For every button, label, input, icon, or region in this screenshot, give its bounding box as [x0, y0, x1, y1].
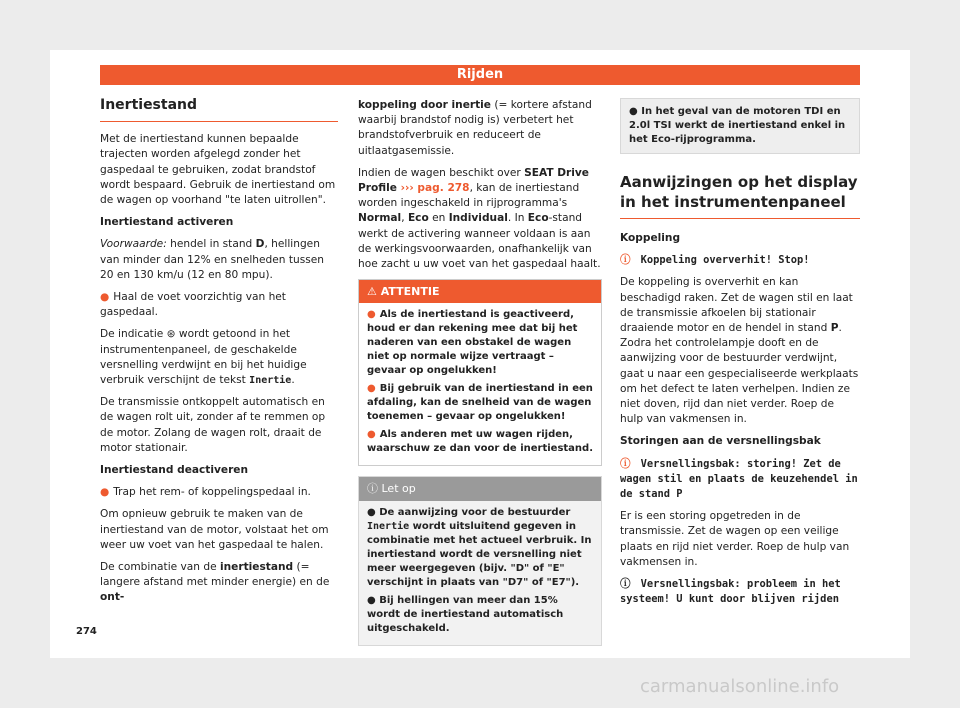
decoupling-paragraph: koppeling door inertie (= kortere afstand waarbij brandstof nodig is) verbetert het brandstofverbruik en reduceert de uitlaatgasemissie. — [358, 99, 592, 157]
bullet-icon: ● — [100, 486, 110, 499]
display-message: ⓘ Versnellingsbak: storing! Zet de wagen stil en plaats de keuzehendel in de stand P — [620, 457, 858, 501]
warning-triangle-icon: ⚠ — [367, 285, 377, 299]
note-header: ⓘ Let op — [359, 477, 601, 500]
alert-icon: ⓘ — [620, 254, 631, 267]
warning-item: ● Als anderen met uw wagen rijden, waarschuw ze dan voor de inertiestand. — [367, 429, 593, 455]
note-box — [358, 476, 602, 645]
watermark: carmanualsonline.info — [640, 676, 840, 697]
note-item: ● Bij hellingen van meer dan 15% wordt de inertiestand automatisch uitgeschakeld. — [367, 594, 564, 634]
transmission-paragraph: De transmissie ontkoppelt automatisch en de wagen rolt uit, zonder af te remmen op de motor. Zolang de wagen rolt, draait de motor stationair. — [100, 396, 326, 454]
subheading-gearbox: Storingen aan de versnellingsbak — [620, 435, 821, 448]
section-title: Inertiestand — [100, 98, 338, 122]
column-right — [620, 98, 860, 614]
intro-paragraph: Met de inertiestand kunnen bepaalde trajecten worden afgelegd zonder het gaspedaal te gebruiken, zodat brandstof wordt bespaard. Gebruik de inertiestand om de wagen op voorhand "te laten uitrollen". — [100, 133, 336, 207]
page-reference-link[interactable]: ››› pag. 278 — [396, 182, 470, 195]
clutch-paragraph: De koppeling is oververhit en kan beschadigd raken. Zet de wagen stil en laat de transmissie afkoelen bij stationair draaiende motor en de hendel in stand P. Zodra het controlelampje dooft en de aanwijzing voor de bestuurder verdwijnt, gaat u naar een gespecialiseerde werkplaats om het defect te laten verhelpen. Indien ze niet doven, rijd dan niet verder. Roep de hulp van vakmensen in. — [620, 276, 859, 426]
alert-icon: ⓘ — [620, 578, 631, 591]
coasting-indicator-icon: ⊛ — [166, 328, 176, 341]
combination-paragraph: De combinatie van de inertiestand (= langere afstand met minder energie) en de ont- — [100, 561, 330, 604]
warning-header: ⚠ ATTENTIE — [359, 280, 601, 303]
warning-box — [358, 279, 602, 466]
subheading-deactivate: Inertiestand deactiveren — [100, 464, 249, 477]
indicator-paragraph: De indicatie ⊛ wordt getoond in het instrumentenpaneel, de geschakelde versnelling verdwijnt en bij het huidige verbruik verschijnt de tekst Inertie. — [100, 328, 307, 387]
display-message: ⓘ Koppeling oververhit! Stop! — [620, 254, 810, 267]
warning-item: ● Als de inertiestand is geactiveerd, houd er dan rekening mee dat bij het naderen van een obstakel de wagen niet op normale wijze vertraagt – gevaar op ongelukken! — [367, 309, 578, 377]
section-header: Rijden — [100, 65, 860, 85]
note-item: ● De aanwijzing voor de bestuurder Inertie wordt uitsluitend gegeven in combinatie met het actueel verbruik. In inertiestand wordt de versnelling niet meer weergegeven (bijv. "D" of "E" verschijnt in plaats van "D7" of "E7"). — [367, 506, 592, 588]
drive-profile-paragraph: Indien de wagen beschikt over SEAT Drive Profile ››› pag. 278, kan de inertiestand worden ingeschakeld in rijprogramma's Normal, Eco en Individual. In Eco-stand werkt de activering wanneer voldaan is aan de werkingsvoorwaarden, onafhankelijk van hoe zacht u uw voet van het gaspedaal haalt. — [358, 166, 601, 271]
column-middle — [358, 98, 602, 646]
bullet-brake: ● Trap het rem- of koppelingspedaal in. — [100, 486, 311, 499]
page-number: 274 — [76, 626, 97, 637]
display-messages-heading: Aanwijzingen op het display in het instrumentenpaneel — [620, 172, 860, 219]
info-icon: ⓘ — [367, 482, 378, 496]
bullet-icon: ● — [100, 291, 110, 304]
engine-info-box: ● In het geval van de motoren TDI en 2.0l TSI werkt de inertiestand enkel in het Eco-rijprogramma. — [620, 98, 860, 154]
warning-item: ● Bij gebruik van de inertiestand in een afdaling, kan de snelheid van de wagen toenemen – gevaar op ongelukken! — [367, 383, 593, 423]
subheading-activate: Inertiestand activeren — [100, 216, 234, 229]
subheading-clutch: Koppeling — [620, 232, 681, 244]
display-message: ⓘ Versnellingsbak: probleem in het systeem! U kunt door blijven rijden — [620, 578, 841, 606]
gearbox-paragraph: Er is een storing opgetreden in de transmissie. Zet de wagen op een veilige plaats en rijd niet verder. Roep de hulp van vakmensen in. — [620, 510, 850, 568]
bullet-release-pedal: ● Haal de voet voorzichtig van het gaspedaal. — [100, 291, 286, 319]
precondition-paragraph: Voorwaarde: hendel in stand D, hellingen van minder dan 12% en snelheden tussen 20 en 130 km/u (12 en 80 mpu). — [100, 238, 324, 281]
column-left — [100, 98, 338, 613]
alert-icon: ⓘ — [620, 457, 631, 470]
reuse-paragraph: Om opnieuw gebruik te maken van de inertiestand van de motor, volstaat het om weer uw voet van het gaspedaal te halen. — [100, 508, 329, 551]
